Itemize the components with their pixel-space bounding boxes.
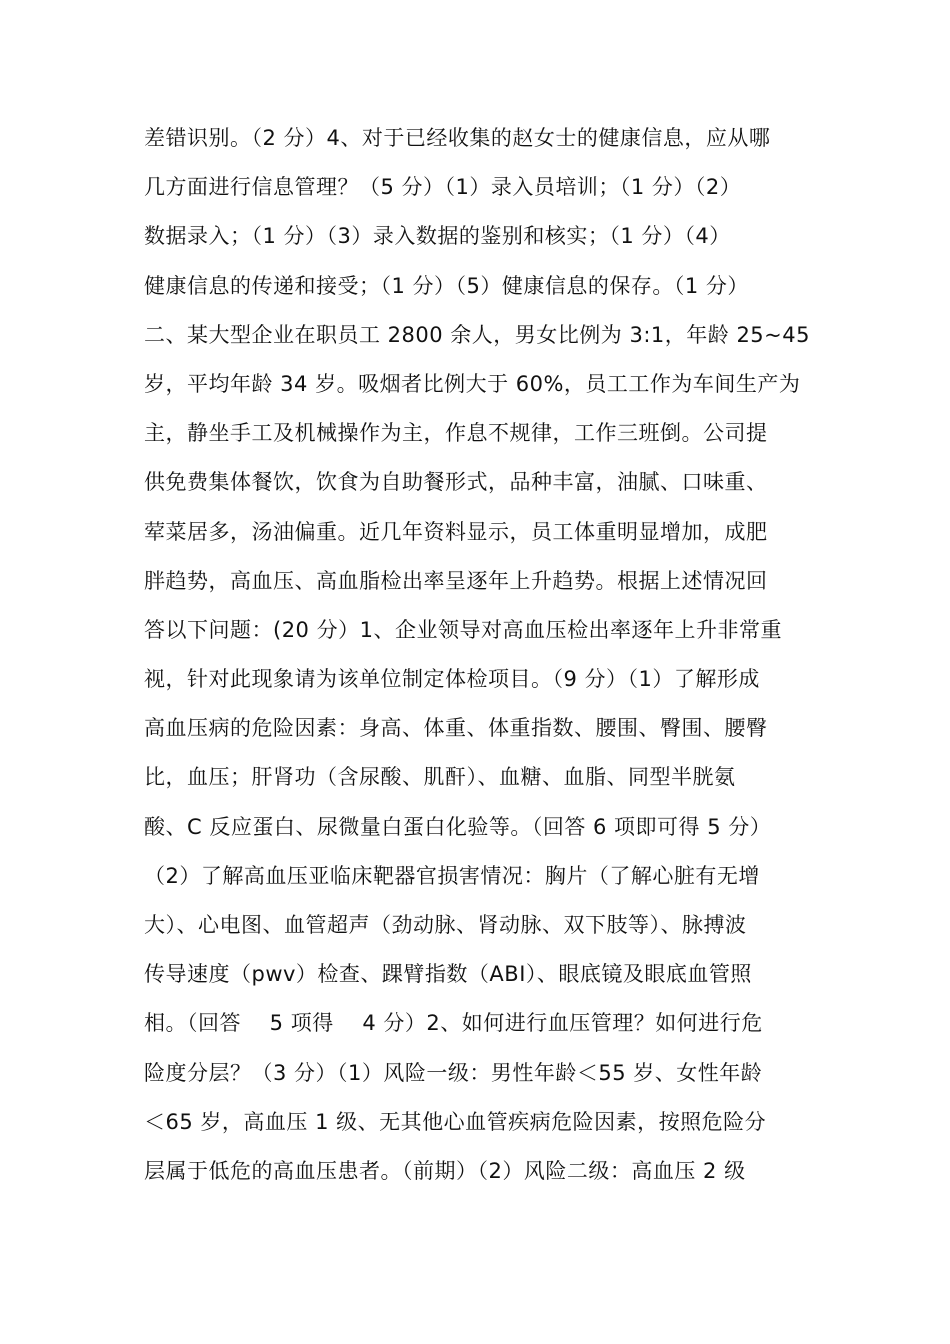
text-line: 岁，平均年龄 34 岁。吸烟者比例大于 60%，员工工作为车间生产为: [144, 371, 801, 396]
text-line: 几方面进行信息管理？（5 分）（1）录入员培训；（1 分）（2）: [144, 175, 742, 200]
text-line: 险度分层？（3 分）（1）风险一级：男性年龄＜55 岁、女性年龄: [144, 1060, 763, 1085]
text-line: 视，针对此现象请为该单位制定体检项目。（9 分）（1）了解形成: [144, 667, 760, 692]
text-line: 胖趋势，高血压、高血脂检出率呈逐年上升趋势。根据上述情况回: [144, 568, 768, 593]
text-line: （2）了解高血压亚临床靶器官损害情况：胸片（了解心脏有无增: [144, 863, 760, 888]
text-line: 差错识别。（2 分）4、对于已经收集的赵女士的健康信息，应从哪: [144, 126, 771, 150]
text-line: 健康信息的传递和接受；（1 分）（5）健康信息的保存。（1 分）: [144, 273, 749, 298]
text-line: ＜65 岁，高血压 1 级、无其他心血管疾病危险因素，按照危险分: [144, 1109, 767, 1134]
text-line: 传导速度（pwv）检查、踝臂指数（ABI）、眼底镜及眼底血管照: [144, 962, 752, 987]
text-line: 数据录入；（1 分）（3）录入数据的鉴别和核实；（1 分）（4）: [144, 224, 731, 249]
text-line: 比，血压；肝肾功（含尿酸、肌酐）、血糖、血脂、同型半胱氨: [144, 765, 736, 790]
text-line: 酸、C 反应蛋白、尿微量白蛋白化验等。（回答 6 项即可得 5 分）: [144, 814, 772, 839]
text-line: 相。（回答 5 项得 4 分）2、如何进行血压管理？如何进行危: [144, 1011, 763, 1036]
text-line: 供免费集体餐饮，饮食为自助餐形式，品种丰富，油腻、口味重、: [144, 470, 768, 495]
text-line: 高血压病的危险因素：身高、体重、体重指数、腰围、臀围、腰臀: [144, 716, 768, 741]
text-line: 荤菜居多，汤油偏重。近几年资料显示，员工体重明显增加，成肥: [144, 519, 768, 544]
text-line: 层属于低危的高血压患者。（前期）（2）风险二级：高血压 2 级: [144, 1158, 746, 1183]
text-line: 主，静坐手工及机械操作为主，作息不规律，工作三班倒。公司提: [144, 421, 768, 446]
body-text: [144, 114, 814, 1196]
text-line: 答以下问题：(20 分）1、企业领导对高血压检出率逐年上升非常重: [144, 617, 782, 642]
text-line: 大）、心电图、血管超声（劲动脉、肾动脉、双下肢等）、脉搏波: [144, 913, 747, 937]
text-line: 二、某大型企业在职员工 2800 余人，男女比例为 3:1，年龄 25~45: [144, 322, 810, 347]
